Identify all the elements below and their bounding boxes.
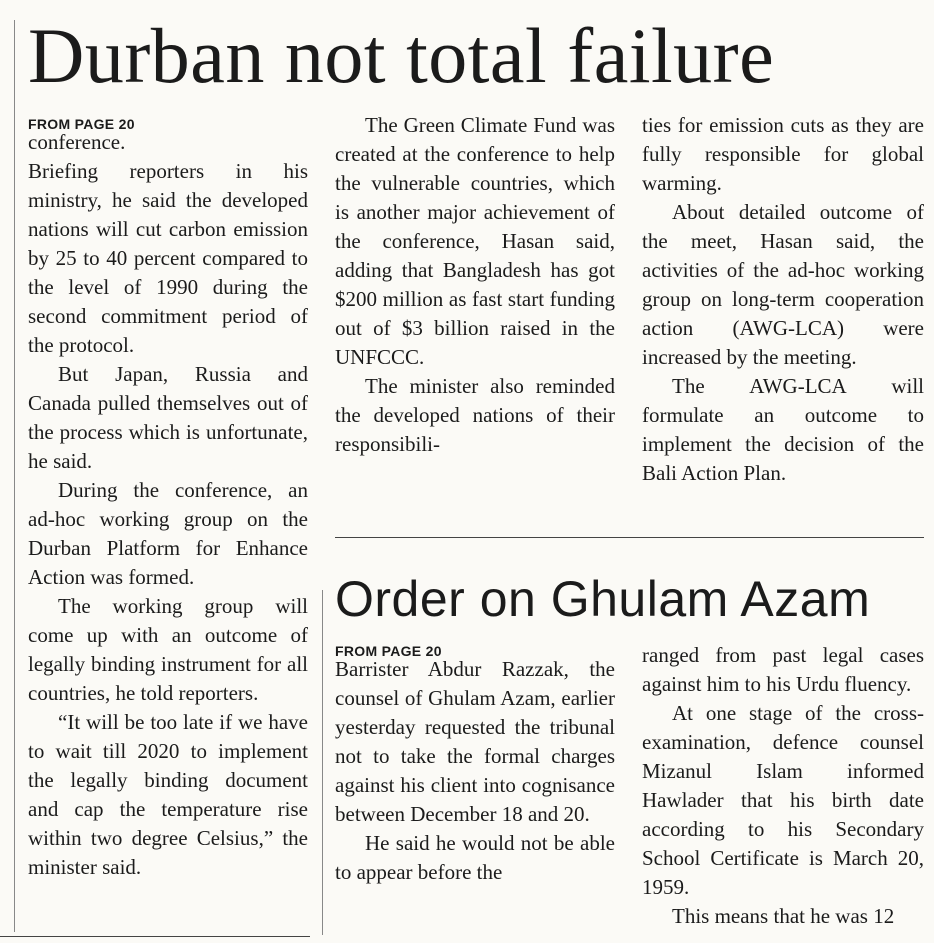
section-divider [335, 537, 924, 538]
paragraph: The working group will come up with an outcome of legally binding instrument for all countries, he told reporters. [28, 594, 308, 705]
paragraph: “It will be too late if we have to wait till 2020 to implement the legally binding document and cap the temperature rise within two degree Celsius,” the minister said. [28, 710, 308, 879]
paragraph: The Green Climate Fund was created at the conference to help the vulnerable countries, which is another major achievement of the conference, Hasan said, adding that Bangladesh has got $200 million as fast start funding out of $3 billion raised in the UNFCCC. [335, 113, 615, 369]
paragraph: Briefing reporters in his ministry, he said the developed nations will cut carbon emission by 25 to 40 percent compared to the level of 1990 during the second commitment period of the protocol. [28, 159, 308, 357]
paragraph: About detailed outcome of the meet, Hasan said, the activities of the ad-hoc working group on long-term cooperation action (AWG-LCA) were increased by the meeting. [642, 200, 924, 369]
paragraph: At one stage of the cross-examination, defence counsel Mizanul Islam informed Hawlader that his birth date according to his Secondary School Certificate is March 20, 1959. [642, 701, 924, 899]
article1-column-1 [28, 116, 308, 882]
bottom-rule [0, 936, 310, 937]
article2-column-1 [335, 643, 615, 887]
headline-ghulam-azam: Order on Ghulam Azam [335, 571, 871, 627]
paragraph: The minister also reminded the developed nations of their responsibili- [335, 374, 615, 456]
paragraph: Barrister Abdur Razzak, the counsel of Ghulam Azam, earlier yesterday requested the tribunal not to take the formal charges against his client into cognisance between December 18 and 20. [335, 657, 615, 826]
from-page-label: FROM PAGE 20 [335, 643, 442, 659]
from-page-label: FROM PAGE 20 [28, 116, 135, 132]
article2-column-2 [642, 641, 924, 931]
paragraph: He said he would not be able to appear before the [335, 831, 615, 884]
column-rule [322, 590, 323, 935]
paragraph: During the conference, an ad-hoc working group on the Durban Platform for Enhance Action was formed. [28, 478, 308, 589]
paragraph: The AWG-LCA will formulate an outcome to implement the decision of the Bali Action Plan. [642, 374, 924, 485]
article1-column-3 [642, 111, 924, 488]
paragraph: This means that he was 12 [672, 904, 895, 928]
paragraph: But Japan, Russia and Canada pulled themselves out of the process which is unfortunate, he said. [28, 362, 308, 473]
paragraph: ranged from past legal cases against him to his Urdu fluency. [642, 643, 924, 696]
paragraph: conference. [28, 130, 126, 154]
article1-column-2 [335, 111, 615, 459]
headline-durban: Durban not total failure [28, 12, 775, 99]
paragraph: ties for emission cuts as they are fully responsible for global warming. [642, 113, 924, 195]
left-margin-rule [14, 20, 15, 932]
